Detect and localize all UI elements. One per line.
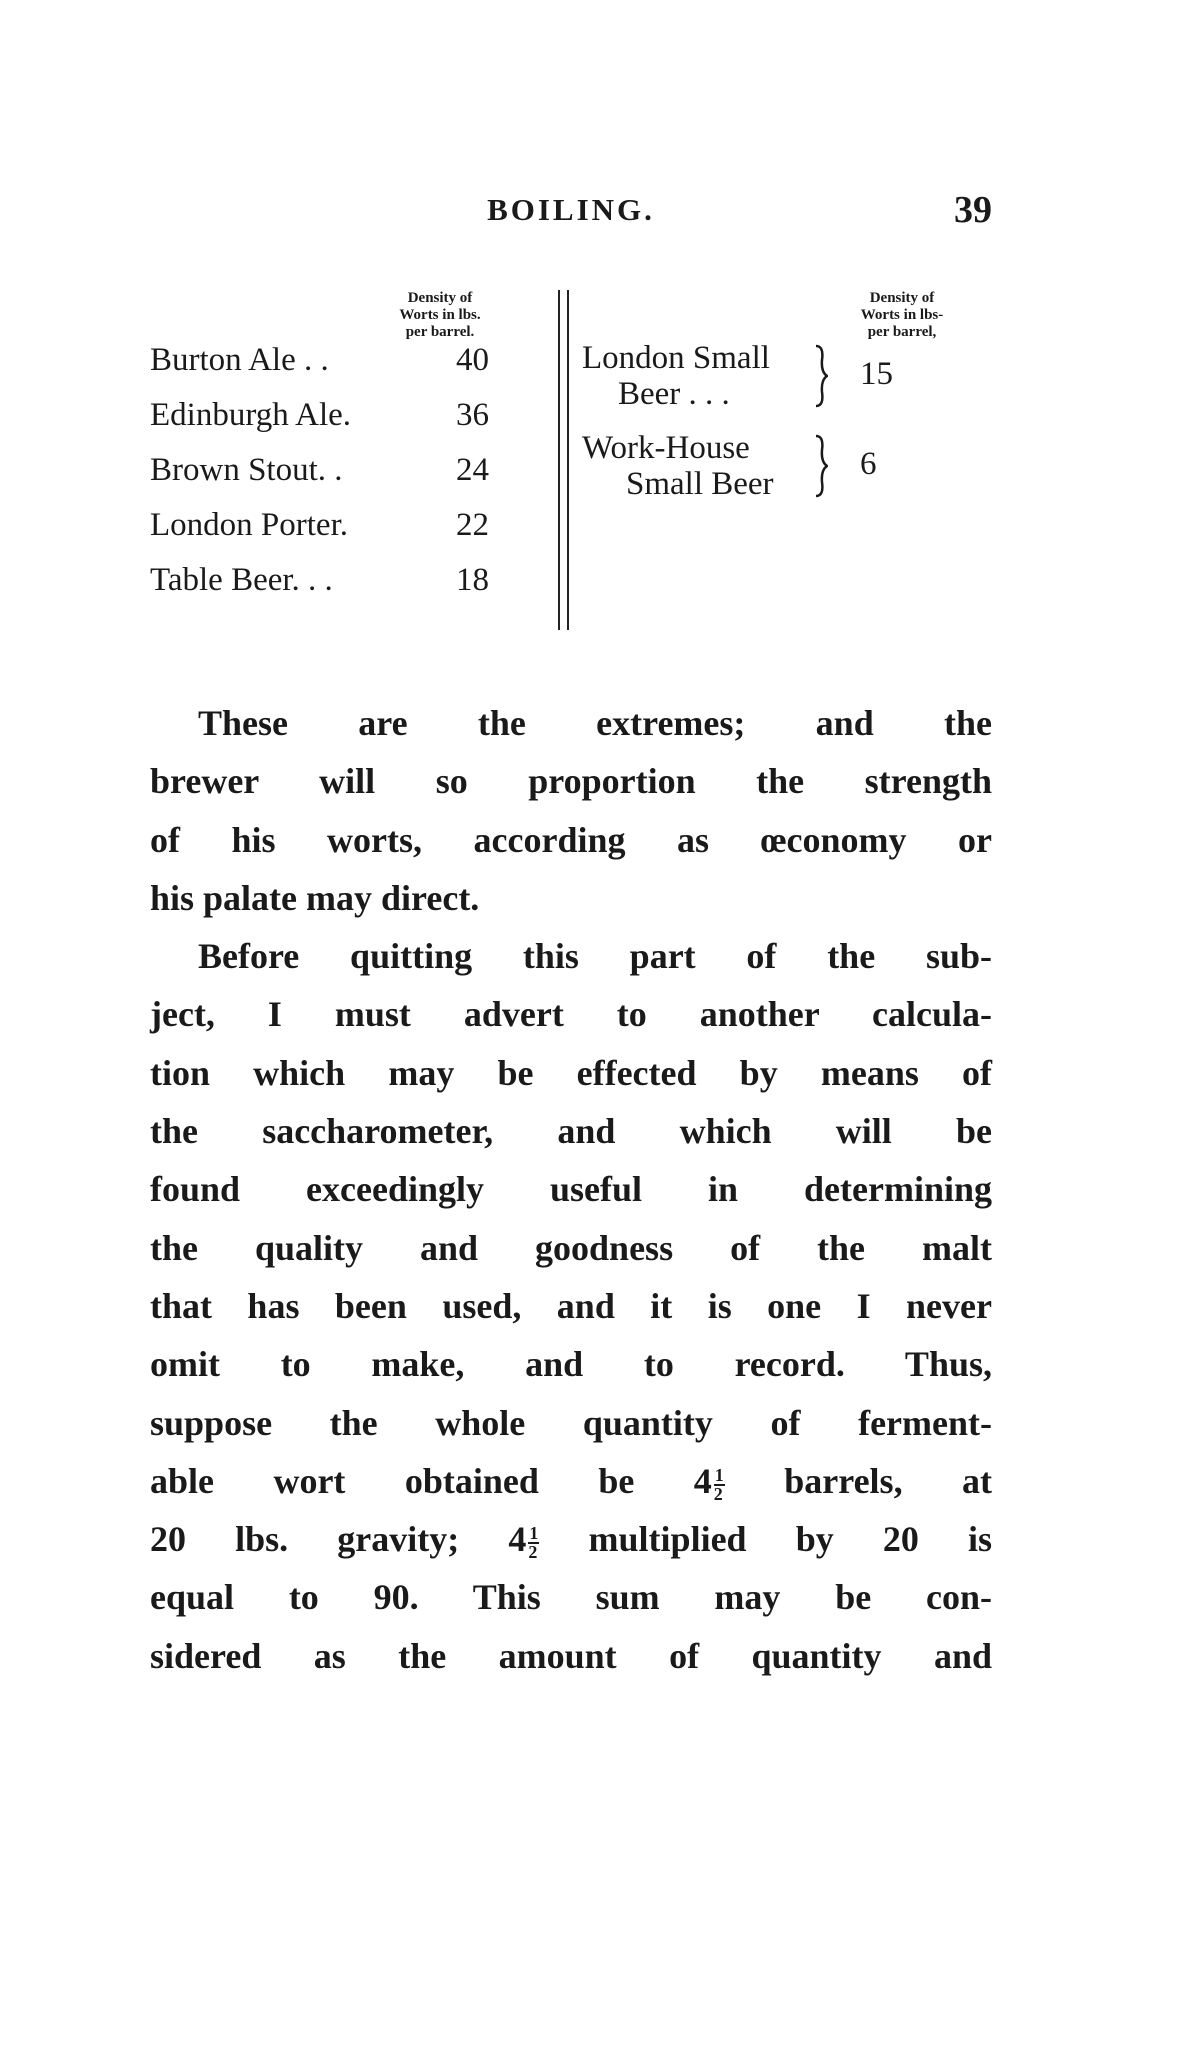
text-line: found exceedingly useful in determining [150,1169,992,1210]
density-value: 36 [456,397,489,433]
table-row [582,340,992,420]
text-line: tion which may be effected by means of [150,1052,992,1093]
beer-name: Edinburgh Ale. [150,397,352,433]
fraction-one-half [528,1522,539,1562]
density-value: 22 [456,507,489,543]
beer-name: Burton Ale . . [150,342,329,378]
text-line: These are the extremes; and the [198,703,992,743]
left-column-heading [350,290,530,341]
text-segment: barrels, at [784,1460,993,1501]
heading-line: per barrel. [405,324,475,340]
text-segment: multiplied by 20 is [588,1519,993,1560]
fraction-numerator: 1 [714,1464,724,1485]
beer-name: Brown Stout. . [150,452,343,488]
density-value: 40 [456,342,489,378]
beer-name: London Porter. [150,507,348,543]
text-line: suppose the whole quantity of ferment- [150,1402,992,1443]
beer-name-line: Small Beer [626,466,774,502]
heading-line: Worts in lbs. [399,307,481,323]
beer-name-line: Work-House [582,430,750,466]
density-value: 6 [860,446,877,482]
density-value: 18 [456,562,489,598]
beer-name-line: Beer . . . [618,376,730,412]
table-row [150,450,550,500]
table-row [150,505,550,555]
fraction-one-half [713,1464,725,1504]
fraction-denominator: 2 [713,1483,723,1504]
table-row [150,560,550,610]
text-line: the saccharometer, and which will be [150,1111,992,1152]
text-line: his palate may direct. [150,877,480,918]
beer-name-line: London Small [582,340,770,376]
density-table [150,290,992,630]
text-segment: 20 lbs. gravity; 4 [150,1519,527,1560]
column-divider [558,290,569,630]
heading-line: per barrel, [867,324,937,340]
right-brace-icon [814,434,828,498]
text-line: the quality and goodness of the malt [150,1227,992,1268]
fraction-numerator: 1 [529,1522,539,1543]
right-brace-icon [814,344,828,408]
text-segment: able wort obtained be 4 [150,1460,712,1501]
beer-name: Table Beer. . . [150,562,333,598]
text-line: equal to 90. This sum may be con- [150,1577,992,1618]
heading-line: Density of [407,290,473,306]
text-line: Before quitting this part of the sub- [198,936,992,977]
text-line: of his worts, according as œconomy or [150,819,992,860]
running-title: BOILING. [487,192,655,227]
heading-line: Worts in lbs- [860,307,944,323]
text-line: that has been used, and it is one I never [150,1285,992,1326]
density-value: 24 [456,452,489,488]
table-row [150,340,550,390]
fraction-denominator: 2 [528,1541,538,1562]
table-row [582,430,992,510]
text-line-with-fraction [150,1452,992,1510]
text-line-with-fraction [150,1510,992,1568]
body-text [150,694,992,1685]
text-line: ject, I must advert to another calcula- [150,994,992,1035]
page-number: 39 [954,189,992,231]
right-column-heading [812,290,992,341]
page-header [150,189,992,242]
table-row [150,395,550,445]
text-line: brewer will so proportion the strength [150,761,992,802]
heading-line: Density of [869,290,935,306]
density-value: 15 [860,356,893,392]
text-line: omit to make, and to record. Thus, [150,1344,992,1385]
text-line: sidered as the amount of quantity and [150,1635,992,1676]
